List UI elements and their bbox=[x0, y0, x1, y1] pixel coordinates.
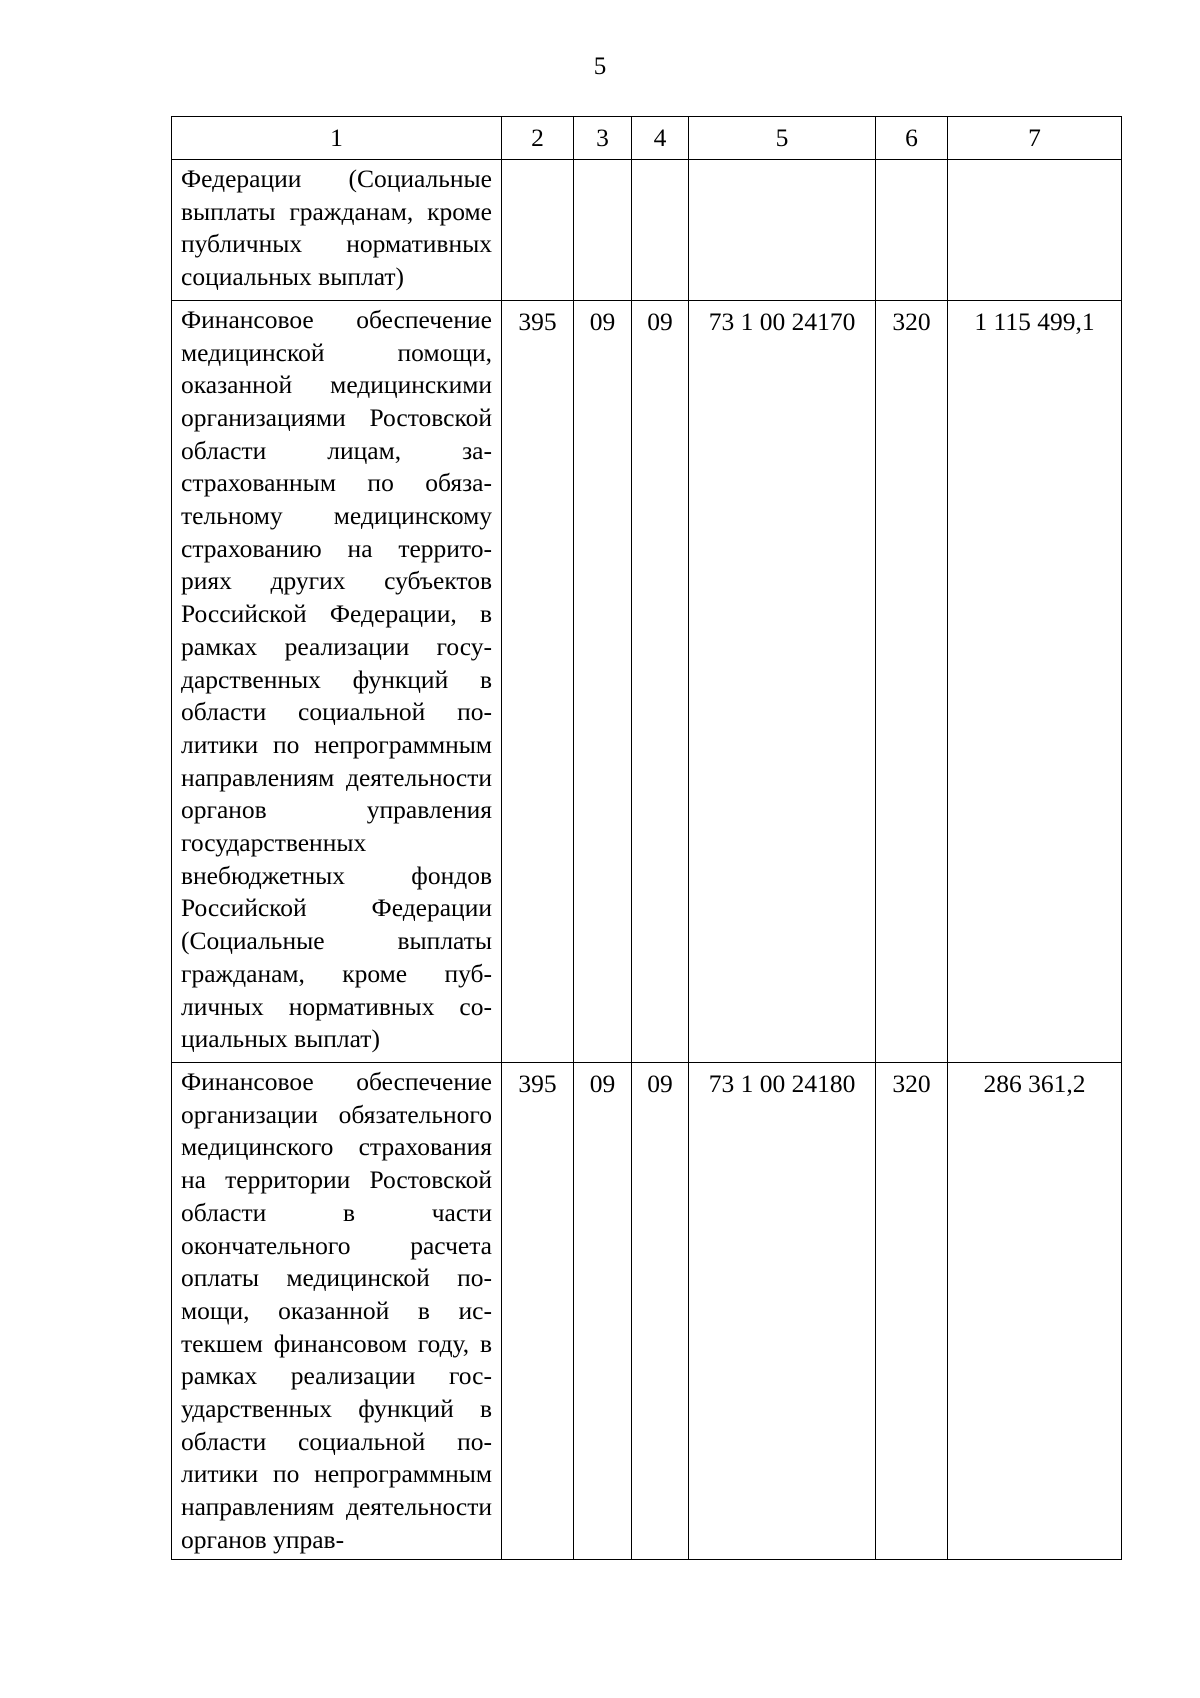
table-row bbox=[172, 300, 1122, 1062]
table-row bbox=[172, 160, 1122, 301]
cell-target-article: 73 1 00 24180 bbox=[689, 1062, 876, 1559]
cell-subsection: 09 bbox=[632, 300, 689, 1062]
page-number: 5 bbox=[593, 53, 607, 80]
cell-amount: 1 115 499,1 bbox=[948, 300, 1122, 1062]
table-header-row bbox=[172, 117, 1122, 160]
row-description: Финансовое обеспечение медицинской помощи, оказанной медицинскими организациями Ростовской области лицам, застрахованным по обязательному медицинскому страхованию на территориях других субъектов Российской Федерации, в рамках реализации государственных функций в области социальной политики по непрограммным направлениям деятельности органов управления государственных внебюджетных фондов Российской Федерации (Социальные выплаты гражданам, кроме публичных нормативных социальных выплат) bbox=[172, 300, 502, 1062]
cell-section: 09 bbox=[574, 300, 632, 1062]
cell-amount: 286 361,2 bbox=[948, 1062, 1122, 1559]
cell-target-article: 73 1 00 24170 bbox=[689, 300, 876, 1062]
budget-table bbox=[171, 116, 1122, 1560]
row-description: Финансовое обеспечение организации обязательного медицинского страхования на территории Ростовской области в части окончательного расчета оплаты медицинской помощи, оказанной в истекшем финансовом году, в рамках реализации государственных функций в области социальной политики по непрограммным направлениям деятельности органов управ- bbox=[172, 1062, 502, 1559]
column-header: 5 bbox=[689, 117, 876, 160]
cell-target-article bbox=[689, 160, 876, 301]
cell-subsection: 09 bbox=[632, 1062, 689, 1559]
cell-admin-code: 395 bbox=[502, 300, 574, 1062]
cell-expense-type bbox=[876, 160, 948, 301]
cell-subsection bbox=[632, 160, 689, 301]
cell-section bbox=[574, 160, 632, 301]
table-row bbox=[172, 1062, 1122, 1559]
cell-admin-code: 395 bbox=[502, 1062, 574, 1559]
cell-section: 09 bbox=[574, 1062, 632, 1559]
column-header: 2 bbox=[502, 117, 574, 160]
column-header: 7 bbox=[948, 117, 1122, 160]
cell-amount bbox=[948, 160, 1122, 301]
cell-expense-type: 320 bbox=[876, 1062, 948, 1559]
cell-admin-code bbox=[502, 160, 574, 301]
column-header: 6 bbox=[876, 117, 948, 160]
row-description: Федерации (Социальные выплаты гражданам, кроме публичных нормативных социальных выплат) bbox=[172, 160, 502, 301]
column-header: 1 bbox=[172, 117, 502, 160]
column-header: 4 bbox=[632, 117, 689, 160]
column-header: 3 bbox=[574, 117, 632, 160]
cell-expense-type: 320 bbox=[876, 300, 948, 1062]
